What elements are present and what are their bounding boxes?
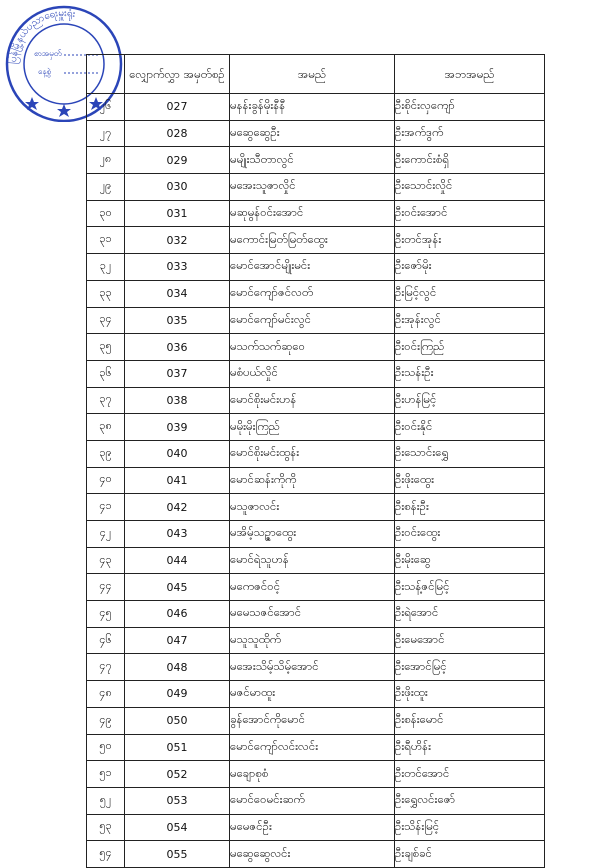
row-number: ၅၀ [87, 734, 125, 761]
header-father-name: အဘအမည် [395, 55, 545, 94]
row-father-name: ဦးစန်းဦး [395, 494, 545, 521]
row-name: ခွန်အောင်ကိုမောင် [230, 707, 395, 734]
table-row [87, 467, 545, 494]
row-reg-no: 036 [125, 334, 230, 361]
row-reg-no: 047 [125, 627, 230, 654]
table-row [87, 654, 545, 681]
row-name: မမျိုးသီတာလွင် [230, 147, 395, 174]
row-name: မသက်သက်ဆုဝေ [230, 334, 395, 361]
row-father-name: ဦးချစ်ခင် [395, 841, 545, 868]
row-reg-no: 042 [125, 494, 230, 521]
table-row [87, 627, 545, 654]
table-row [87, 360, 545, 387]
row-number: ၃၆ [87, 360, 125, 387]
row-name: မဆွေဆွေလင်း [230, 841, 395, 868]
header-name: အမည် [230, 55, 395, 94]
row-name: မကောင်းမြတ်မြတ်ထွေး [230, 227, 395, 254]
row-father-name: ဦးကောင်းစံရှိ [395, 147, 545, 174]
row-father-name: ဦးသန်းဦး [395, 360, 545, 387]
row-father-name: ဦးရွှေလင်းဇော် [395, 787, 545, 814]
row-reg-no: 051 [125, 734, 230, 761]
row-reg-no: 050 [125, 707, 230, 734]
table-row [87, 574, 545, 601]
row-reg-no: 053 [125, 787, 230, 814]
row-reg-no: 045 [125, 574, 230, 601]
row-father-name: ဦးဟန်မြင့် [395, 387, 545, 414]
row-name: မဆွေဆွေဦး [230, 120, 395, 147]
row-reg-no: 049 [125, 681, 230, 708]
row-father-name: ဦးဝင်းနိုင် [395, 414, 545, 441]
row-number: ၃၈ [87, 414, 125, 441]
row-name: မောင်စိုးမင်းထွန်း [230, 440, 395, 467]
table-row [87, 227, 545, 254]
row-father-name: ဦးမြင့်လွင် [395, 280, 545, 307]
row-father-name: ဦးဝင်းကြည် [395, 334, 545, 361]
row-number: ၃၁ [87, 227, 125, 254]
row-father-name: ဦးစန်းမောင် [395, 707, 545, 734]
row-reg-no: 032 [125, 227, 230, 254]
row-name: မောင်အောင်မျိုးမင်း [230, 254, 395, 281]
row-reg-no: 044 [125, 547, 230, 574]
table-row [87, 94, 545, 121]
row-number: ၃၄ [87, 307, 125, 334]
row-number: ၅၂ [87, 787, 125, 814]
row-father-name: ဦးအုန်းလွင် [395, 307, 545, 334]
table-row [87, 334, 545, 361]
table-row [87, 307, 545, 334]
table-row [87, 841, 545, 868]
table-row [87, 734, 545, 761]
table-row [87, 120, 545, 147]
row-father-name: ဦးမေအောင် [395, 627, 545, 654]
row-reg-no: 048 [125, 654, 230, 681]
row-number: ၄၀ [87, 467, 125, 494]
row-reg-no: 030 [125, 174, 230, 201]
row-number: ၂၈ [87, 147, 125, 174]
row-father-name: ဦးစိုင်းလှကျော် [395, 94, 545, 121]
table-row [87, 440, 545, 467]
row-father-name: ဦးဖိုးထွေး [395, 467, 545, 494]
header-reg-no: လျှောက်လွှာ အမှတ်စဉ် [125, 55, 230, 94]
row-number: ၄၁ [87, 494, 125, 521]
row-name: မစံပယ်လှိုင် [230, 360, 395, 387]
row-name: မောင်ကျော်မင်းလွင် [230, 307, 395, 334]
stamp-line2-label: နေ့စွဲ [38, 67, 51, 76]
row-father-name: ဦးသောင်းလှိုင် [395, 174, 545, 201]
row-father-name: ဦးသောင်းရွှေ [395, 440, 545, 467]
row-name: မအေးသူဇာလှိုင် [230, 174, 395, 201]
stamp-top-text: ပြန်မြို့နယ်ပညာရေးမှူးရုံး [7, 7, 76, 65]
row-father-name: ဦးတင်အုန်း [395, 227, 545, 254]
row-father-name: ဦးရီဟိန်း [395, 734, 545, 761]
row-number: ၂၇ [87, 120, 125, 147]
table-row [87, 280, 545, 307]
table-row [87, 387, 545, 414]
row-father-name: ဦးအက်ဒွက် [395, 120, 545, 147]
row-father-name: ဦးဇော်မိုး [395, 254, 545, 281]
row-name: မအိမ့်သဥ္ဇာထွေး [230, 521, 395, 548]
row-number: ၄၇ [87, 654, 125, 681]
row-reg-no: 038 [125, 387, 230, 414]
table-row [87, 254, 545, 281]
row-name: မဆုမွန်ဝင်းအောင် [230, 200, 395, 227]
row-number: ၄၂ [87, 521, 125, 548]
row-reg-no: 039 [125, 414, 230, 441]
table-row [87, 200, 545, 227]
row-name: မသူသူထိုက် [230, 627, 395, 654]
row-reg-no: 027 [125, 94, 230, 121]
row-number: ၂၆ [87, 94, 125, 121]
stamp-line1-label: စာအမှတ် [34, 49, 62, 58]
row-name: မမိုးမိုးကြည် [230, 414, 395, 441]
row-number: ၃၉ [87, 440, 125, 467]
table-row [87, 761, 545, 788]
row-number: ၄၅ [87, 601, 125, 628]
row-name: မမေသဇင်အောင် [230, 601, 395, 628]
row-father-name: ဦးရဲအောင် [395, 601, 545, 628]
table-row [87, 681, 545, 708]
row-father-name: ဦးဝင်းအောင် [395, 200, 545, 227]
row-reg-no: 031 [125, 200, 230, 227]
table-header-row [87, 55, 545, 94]
row-reg-no: 055 [125, 841, 230, 868]
row-number: ၄၄ [87, 574, 125, 601]
row-reg-no: 029 [125, 147, 230, 174]
row-reg-no: 052 [125, 761, 230, 788]
row-number: ၅၃ [87, 814, 125, 841]
table-row [87, 174, 545, 201]
row-father-name: ဦးဝင်းထွေး [395, 521, 545, 548]
row-father-name: ဦးအောင်မြင့် [395, 654, 545, 681]
row-father-name: ဦးသန့်ဇင်မြင့် [395, 574, 545, 601]
row-number: ၃၃ [87, 280, 125, 307]
table-row [87, 601, 545, 628]
table-row [87, 787, 545, 814]
row-number: ၃၂ [87, 254, 125, 281]
row-name: မနန်းခွန်မိုးနီနီ [230, 94, 395, 121]
row-number: ၃၇ [87, 387, 125, 414]
row-number: ၅၁ [87, 761, 125, 788]
row-reg-no: 040 [125, 440, 230, 467]
row-number: ၄၃ [87, 547, 125, 574]
header-no [87, 55, 125, 94]
row-name: မောင်ကျော်ဇင်လတ် [230, 280, 395, 307]
table-row [87, 707, 545, 734]
row-reg-no: 037 [125, 360, 230, 387]
row-number: ၄၉ [87, 707, 125, 734]
table-row [87, 494, 545, 521]
row-name: မောင်ဝေမင်းဆက် [230, 787, 395, 814]
row-number: ၄၈ [87, 681, 125, 708]
row-reg-no: 034 [125, 280, 230, 307]
table-row [87, 414, 545, 441]
row-name: မအေးသိမ့်သိမ့်အောင် [230, 654, 395, 681]
row-number: ၂၉ [87, 174, 125, 201]
row-name: မသူဇာလင်း [230, 494, 395, 521]
row-name: မောင်ရဲသူဟန် [230, 547, 395, 574]
row-name: မောင်ဆန်းကိုကို [230, 467, 395, 494]
row-reg-no: 033 [125, 254, 230, 281]
row-reg-no: 041 [125, 467, 230, 494]
row-father-name: ဦးဖိုးထူး [395, 681, 545, 708]
row-father-name: ဦးသိန်းမြင့် [395, 814, 545, 841]
row-reg-no: 028 [125, 120, 230, 147]
row-name: မောင်ကျော်လင်းလင်း [230, 734, 395, 761]
row-reg-no: 035 [125, 307, 230, 334]
applicant-table [86, 54, 545, 868]
table-row [87, 521, 545, 548]
table-row [87, 814, 545, 841]
row-number: ၃၀ [87, 200, 125, 227]
row-name: မချောစုစံ [230, 761, 395, 788]
row-name: မမေဇင်ဦး [230, 814, 395, 841]
row-number: ၃၅ [87, 334, 125, 361]
row-name: မကေဇင်ဝင့် [230, 574, 395, 601]
row-number: ၅၄ [87, 841, 125, 868]
table-row [87, 147, 545, 174]
row-reg-no: 046 [125, 601, 230, 628]
row-name: မဇင်မာထူး [230, 681, 395, 708]
row-name: မောင်စိုးမင်းဟန် [230, 387, 395, 414]
row-father-name: ဦးမိုးဆွေ [395, 547, 545, 574]
row-number: ၄၆ [87, 627, 125, 654]
row-reg-no: 043 [125, 521, 230, 548]
row-reg-no: 054 [125, 814, 230, 841]
row-father-name: ဦးတင်အောင် [395, 761, 545, 788]
table-row [87, 547, 545, 574]
